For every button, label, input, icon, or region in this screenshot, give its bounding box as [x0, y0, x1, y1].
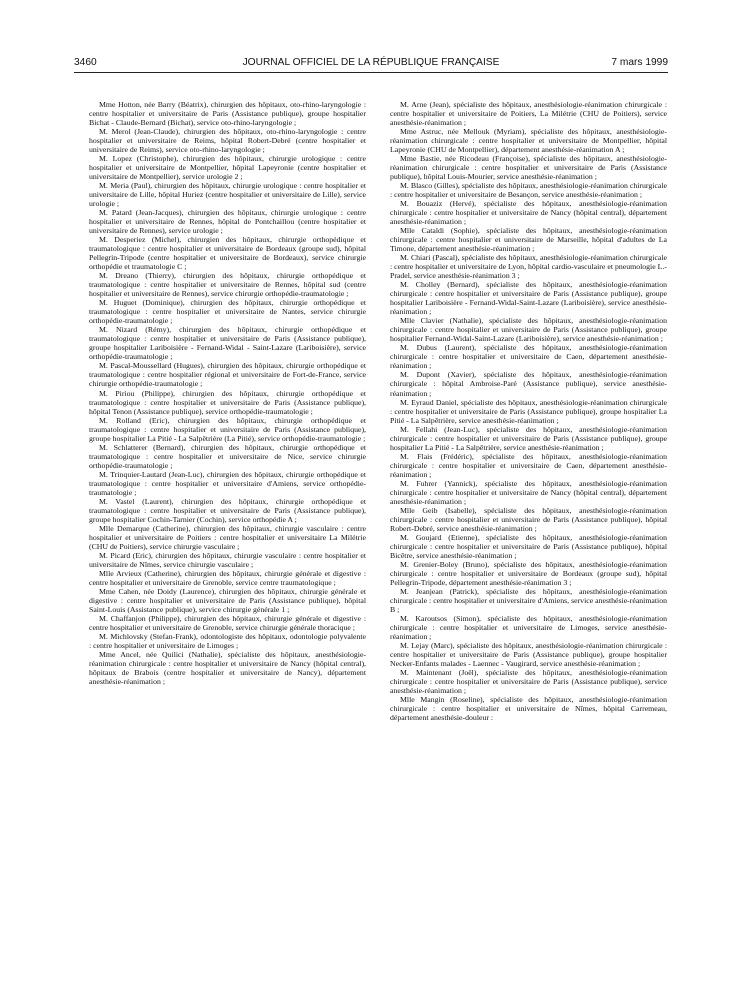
- appointment-entry: Mlle Cataldi (Sophie), spécialiste des hôpitaux, anesthésiologie-réanimation chirurgicale : centre hospitalier et universitaire de Marseille, hôpital d'adultes de La Timone, département anesthésie-réanimation ;: [390, 226, 667, 254]
- appointment-entry: M. Arne (Jean), spécialiste des hôpitaux, anesthésiologie-réanimation chirurgicale : centre hospitalier et universitaire de Poitiers, La Milétrie (CHU de Poitiers), service anesthésie-réanimation ;: [390, 100, 667, 128]
- issue-date: 7 mars 1999: [611, 57, 668, 68]
- appointment-entry: Mme Bastie, née Ricodeau (Françoise), spécialiste des hôpitaux, anesthésiologie-réanimation chirurgicale : centre hospitalier et universitaire de Paris (Assistance publique), hôpital Louis-Mourier, service anesthésie-réanimation ;: [390, 154, 667, 182]
- appointment-entry: Mme Ancel, née Quilici (Nathalie), spécialiste des hôpitaux, anesthésiologie-réanimation chirurgicale : centre hospitalier et universitaire de Nancy (hôpital central), hôpitaux de Brabois (centre hospitalier et universitaire de Nancy), département anesthésie-réanimation ;: [89, 649, 366, 686]
- appointment-entry: M. Huguet (Dominique), chirurgien des hôpitaux, chirurgie orthopédique et traumatologique : centre hospitalier et universitaire de Nantes, service chirurgie orthopédie-traumatologie ;: [89, 298, 366, 326]
- appointment-entry: M. Trinquier-Lautard (Jean-Luc), chirurgien des hôpitaux, chirurgie orthopédique et traumatologique : centre hospitalier et universitaire d'Amiens, service orthopédie-traumatologie ;: [89, 469, 366, 497]
- appointment-entry: M. Flais (Frédéric), spécialiste des hôpitaux, anesthésiologie-réanimation chirurgicale : centre hospitalier et universitaire de Caen, département anesthésie-réanimation ;: [390, 451, 667, 479]
- appointment-entry: M. Picard (Eric), chirurgien des hôpitaux, chirurgie vasculaire : centre hospitalier et universitaire de Nîmes, service chirurgie vasculaire ;: [89, 550, 366, 569]
- appointment-entry: M. Maintenant (Joël), spécialiste des hôpitaux, anesthésiologie-réanimation chirurgicale : centre hospitalier et universitaire de Paris (Assistance publique), service anesthésie-réanimation ;: [390, 667, 667, 696]
- appointment-entry: M. Rolland (Eric), chirurgien des hôpitaux, chirurgie orthopédique et traumatologique : centre hospitalier et universitaire de Paris (Assistance publique), groupe hospitalier La Pitié - La Salpêtrière (La Pitié), service orthopédie-traumatologie ;: [89, 415, 366, 443]
- appointment-entry: M. Nizard (Rémy), chirurgien des hôpitaux, chirurgie orthopédique et traumatologique : centre hospitalier et universitaire de Paris (Assistance publique), groupe hospitalier Lariboisière - Fernand-Widal - Saint-Lazare (Lariboisière), service orthopédie-traumatologie ;: [89, 325, 366, 362]
- appointment-entry: Mme Cahen, née Doidy (Laurence), chirurgien des hôpitaux, chirurgie générale et digestive : centre hospitalier et universitaire de Paris (Assistance publique), hôpital Saint-Louis (Assistance publique), service chirurgie générale 1 ;: [89, 586, 366, 614]
- journal-title: JOURNAL OFFICIEL DE LA RÉPUBLIQUE FRANÇAISE: [242, 57, 500, 68]
- appointment-entry: M. Fuhrer (Yannick), spécialiste des hôpitaux, anesthésiologie-réanimation chirurgicale : centre hospitalier et universitaire de Nancy (hôpital central), département anesthésie-réanimation ;: [390, 478, 667, 506]
- appointment-entry: M. Lejay (Marc), spécialiste des hôpitaux, anesthésiologie-réanimation chirurgicale : centre hospitalier et universitaire de Paris (Assistance publique), groupe hospitalier Necker-Enfants malades - Laennec - Vaugirard, service anesthésie-réanimation ;: [390, 640, 667, 668]
- appointment-entry: M. Chaffanjon (Philippe), chirurgien des hôpitaux, chirurgie générale et digestive : centre hospitalier et universitaire de Grenoble, service chirurgie générale thoracique ;: [89, 613, 366, 632]
- header-rule: [74, 72, 668, 73]
- left-column: [89, 100, 366, 686]
- appointment-entry: M. Pascal-Moussellard (Hugues), chirurgien des hôpitaux, chirurgie orthopédique et traumatologique : centre hospitalier régional et universitaire de Fort-de-France, service chirurgie orthopédie-traumatologie ;: [89, 361, 366, 389]
- page-number: 3460: [74, 57, 97, 68]
- appointment-entry: M. Goujard (Etienne), spécialiste des hôpitaux, anesthésiologie-réanimation chirurgicale : centre hospitalier et universitaire de Paris (Assistance publique), hôpital Bicêtre, service anesthésie-réanimation ;: [390, 532, 667, 560]
- appointment-entry: Mlle Mangin (Roseline), spécialiste des hôpitaux, anesthésiologie-réanimation chirurgicale : centre hospitalier et universitaire de Nîmes, hôpital Carremeau, département anesthésie-douleur :: [390, 695, 667, 723]
- right-column: [390, 100, 667, 722]
- appointment-entry: M. Schlatterer (Bernard), chirurgien des hôpitaux, chirurgie orthopédique et traumatologique : centre hospitalier et universitaire de Nice, service chirurgie orthopédie-traumatologie ;: [89, 442, 366, 470]
- appointment-entry: M. Desperiez (Michel), chirurgien des hôpitaux, chirurgie orthopédique et traumatologique : centre hospitalier et universitaire de Bordeaux (groupe sud), hôpital Pellegrin-Tripode (centre hospitalier et universitaire de Bordeaux), service chirurgie orthopédie et traumatologie C ;: [89, 235, 366, 272]
- appointment-entry: Mlle Demarque (Catherine), chirurgien des hôpitaux, chirurgie vasculaire : centre hospitalier et universitaire de Poitiers : centre hospitalier et universitaire La Milétrie (CHU de Poitiers), service chirurgie vasculaire ;: [89, 523, 366, 551]
- appointment-entry: M. Michlovsky (Stefan-Frank), odontologiste des hôpitaux, odontologie polyvalente : centre hospitalier et universitaire de Limoges ;: [89, 631, 366, 650]
- appointment-entry: M. Chiari (Pascal), spécialiste des hôpitaux, anesthésiologie-réanimation chirurgicale : centre hospitalier et universitaire de Lyon, hôpital cardio-vasculaire et pneumologie L.-Pradel, service anesthésie-réanimation 3 ;: [390, 253, 667, 281]
- appointment-entry: M. Cholley (Bernard), spécialiste des hôpitaux, anesthésiologie-réanimation chirurgicale : centre hospitalier et universitaire de Paris (Assistance publique), groupe hospitalier Lariboisière - Fernand-Widal-Saint-Lazare (Lariboisière), service anesthésie-réanimation ;: [390, 280, 667, 317]
- appointment-entry: M. Dubus (Laurent), spécialiste des hôpitaux, anesthésiologie-réanimation chirurgicale : centre hospitalier et universitaire de Caen, département anesthésie-réanimation ;: [390, 343, 667, 371]
- appointment-entry: Mme Hotton, née Barry (Béatrix), chirurgien des hôpitaux, oto-rhino-laryngologie : centre hospitalier et universitaire de Paris (Assistance publique), groupe hospitalier Bichat - Claude-Bernard (Bichat), service oto-rhino-laryngologie ;: [89, 100, 366, 128]
- appointment-entry: M. Patard (Jean-Jacques), chirurgien des hôpitaux, chirurgie urologique : centre hospitalier et universitaire de Rennes, hôpital de Pontchaillou (centre hospitalier et universitaire de Rennes), service urologie ;: [89, 208, 366, 236]
- appointment-entry: Mlle Clavier (Nathalie), spécialiste des hôpitaux, anesthésiologie-réanimation chirurgicale : centre hospitalier et universitaire de Paris (Assistance publique), groupe hospitalier Fernand-Widal-Saint-Lazare (Lariboisière), service anesthésie-réanimation ;: [390, 316, 667, 344]
- appointment-entry: M. Vastel (Laurent), chirurgien des hôpitaux, chirurgie orthopédique et traumatologique : centre hospitalier et universitaire de Paris (Assistance publique), groupe hospitalier Cochin-Tarnier (Cochin), service orthopédie A ;: [89, 496, 366, 524]
- appointment-entry: Mlle Arvieux (Catherine), chirurgien des hôpitaux, chirurgie générale et digestive : centre hospitalier et universitaire de Grenoble, service centre traumatologique ;: [89, 568, 366, 587]
- appointment-entry: M. Merol (Jean-Claude), chirurgien des hôpitaux, oto-rhino-laryngologie : centre hospitalier et universitaire de Reims, hôpital Robert-Debré (centre hospitalier et universitaire de Reims), service oto-rhino-laryngologie ;: [89, 127, 366, 155]
- appointment-entry: M. Dreano (Thierry), chirurgien des hôpitaux, chirurgie orthopédique et traumatologique : centre hospitalier et universitaire de Rennes, hôpital sud (centre hospitalier et universitaire de Rennes), service chirurgie orthopédie-traumatologie ;: [89, 271, 366, 299]
- appointment-entry: M. Meria (Paul), chirurgien des hôpitaux, chirurgie urologique : centre hospitalier et universitaire de Lille, hôpital Huriez (centre hospitalier et universitaire de Lille), service urologie ;: [89, 181, 366, 209]
- appointment-entry: M. Karoutsos (Simon), spécialiste des hôpitaux, anesthésiologie-réanimation chirurgicale : centre hospitalier et universitaire de Limoges, service anesthésie-réanimation ;: [390, 613, 667, 641]
- appointment-entry: M. Grenier-Boley (Bruno), spécialiste des hôpitaux, anesthésiologie-réanimation chirurgicale : centre hospitalier et universitaire de Bordeaux (groupe sud), hôpital Pellegrin-Tripode, département anesthésie-réanimation 3 ;: [390, 559, 667, 587]
- appointment-entry: M. Bouaziz (Hervé), spécialiste des hôpitaux, anesthésiologie-réanimation chirurgicale : centre hospitalier et universitaire de Nancy (hôpital central), département anesthésie-réanimation ;: [390, 199, 667, 227]
- appointment-entry: Mlle Geib (Isabelle), spécialiste des hôpitaux, anesthésiologie-réanimation chirurgicale : centre hospitalier et universitaire de Paris (Assistance publique), hôpital Robert-Debré, service anesthésie-réanimation ;: [390, 505, 667, 533]
- appointment-entry: M. Piriou (Philippe), chirurgien des hôpitaux, chirurgie orthopédique et traumatologique : centre hospitalier et universitaire de Paris (Assistance publique), hôpital Tenon (Assistance publique), service orthopédie-traumatologie ;: [89, 388, 366, 416]
- appointment-entry: M. Eyraud Daniel, spécialiste des hôpitaux, anesthésiologie-réanimation chirurgicale : centre hospitalier et universitaire de Paris (Assistance publique), groupe hospitalier La Pitié - La Salpêtrière, service anesthésie-réanimation ;: [390, 397, 667, 425]
- page-header: [74, 57, 668, 71]
- appointment-entry: M. Fellahi (Jean-Luc), spécialiste des hôpitaux, anesthésiologie-réanimation chirurgicale : centre hospitalier et universitaire de Paris (Assistance publique), groupe hospitalier La Pitié - La Salpêtrière, service anesthésie-réanimation ;: [390, 424, 667, 452]
- appointment-entry: M. Blasco (Gilles), spécialiste des hôpitaux, anesthésiologie-réanimation chirurgicale : centre hospitalier et universitaire de Besançon, service anesthésie-réanimation ;: [390, 181, 667, 200]
- appointment-entry: M. Dupont (Xavier), spécialiste des hôpitaux, anesthésiologie-réanimation chirurgicale : hôpital Ambroise-Paré (Assistance publique), service anesthésie-réanimation ;: [390, 370, 667, 398]
- appointment-entry: M. Jeanjean (Patrick), spécialiste des hôpitaux, anesthésiologie-réanimation chirurgicale : centre hospitalier et universitaire d'Amiens, service anesthésie-réanimation B ;: [390, 586, 667, 614]
- appointment-entry: M. Lopez (Christophe), chirurgien des hôpitaux, chirurgie urologique : centre hospitalier et universitaire de Montpellier, hôpital Lapeyronie (centre hospitalier et universitaire de Montpellier), service urologie 2 ;: [89, 154, 366, 182]
- appointment-entry: Mme Astruc, née Mellouk (Myriam), spécialiste des hôpitaux, anesthésiologie-réanimation chirurgicale : centre hospitalier et universitaire de Montpellier, hôpital Lapeyronie (CHU de Montpellier), département anesthésie-réanimation A ;: [390, 127, 667, 155]
